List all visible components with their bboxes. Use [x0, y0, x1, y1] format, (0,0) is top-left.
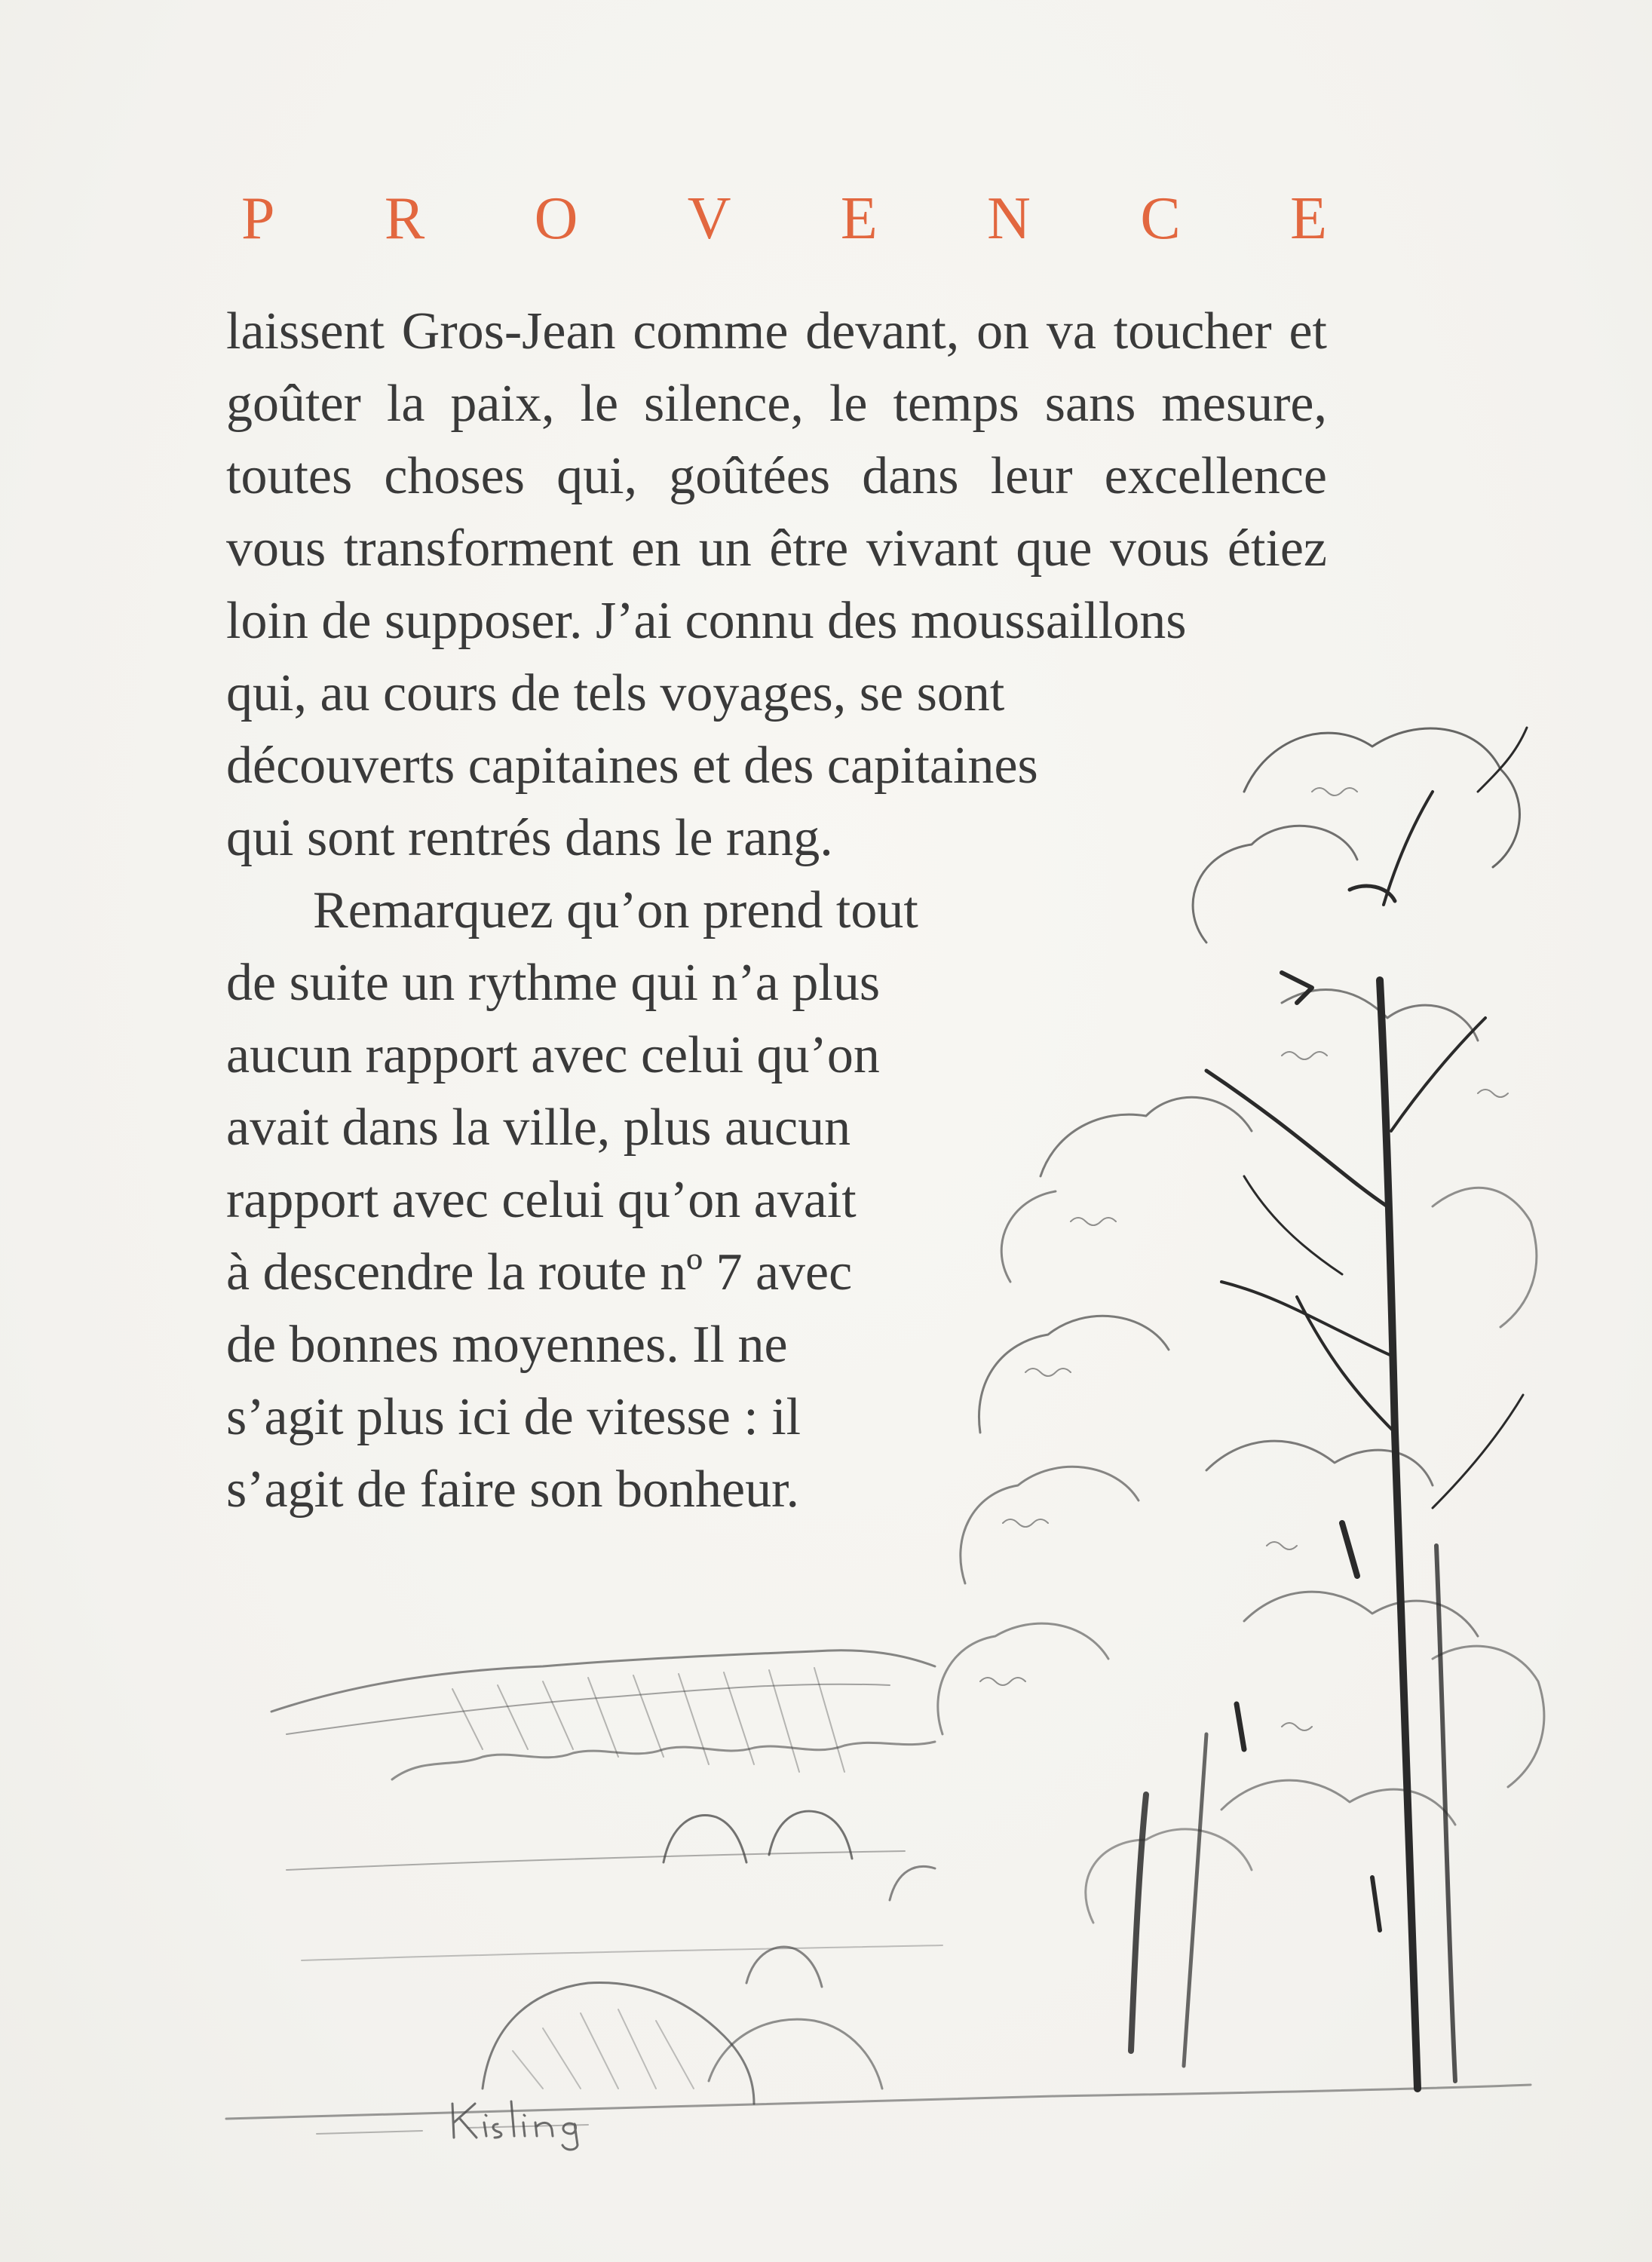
- ground-line: [226, 2085, 1531, 2119]
- text-line: rapport avec celui qu’on avait: [226, 1171, 857, 1229]
- paragraph-1: [226, 296, 1357, 875]
- running-head-letter: V: [687, 185, 731, 252]
- tree-foliage: [1221, 1780, 1455, 1825]
- body-text: [226, 296, 1357, 1526]
- tree-shadow: [1342, 1523, 1357, 1576]
- foreground-bush: [483, 1983, 754, 2104]
- tree-trunk: [1131, 1795, 1146, 2051]
- foreground-bush: [709, 2019, 882, 2089]
- field-line: [302, 1945, 942, 1960]
- running-head-letter: E: [840, 185, 878, 252]
- text-line: avait dans la ville, plus aucun: [226, 1099, 851, 1157]
- text-line: laissent Gros-Jean comme devant, on va toucher et: [226, 302, 1327, 360]
- text-line: Remarquez qu’on prend tout: [313, 881, 918, 939]
- running-head-letter: N: [987, 185, 1031, 252]
- text-line: qui, au cours de tels voyages, se sont: [226, 664, 1005, 722]
- distant-hill: [271, 1651, 935, 1712]
- text-line: loin de supposer. J’ai connu des moussaillons: [226, 592, 1187, 650]
- text-line: toutes choses qui, goûtées dans leur excellence: [226, 447, 1327, 505]
- running-head-letter: E: [1290, 185, 1327, 252]
- text-line: de suite un rythme qui n’a plus: [226, 954, 881, 1012]
- text-line: découverts capitaines et des capitaines: [226, 737, 1038, 795]
- tree-branch: [1384, 792, 1433, 905]
- text-line: vous transforment en un être vivant que vous étiez: [226, 520, 1327, 578]
- running-head-letter: O: [534, 185, 578, 252]
- running-head-letter: C: [1140, 185, 1181, 252]
- tree-trunk: [1380, 980, 1418, 2089]
- tree-foliage: [1244, 1592, 1478, 1636]
- text-line: s’agit de faire son bonheur.: [226, 1460, 800, 1519]
- running-head-letter: P: [241, 185, 275, 252]
- tree-trunk: [1184, 1734, 1206, 2066]
- text-line: de bonnes moyennes. Il ne: [226, 1316, 788, 1374]
- paragraph-2: [226, 875, 1357, 1526]
- tree-foliage: [1433, 1646, 1544, 1787]
- text-line: à descendre la route nº 7 avec: [226, 1243, 853, 1301]
- tree-branch: [1433, 1395, 1523, 1508]
- haystack: [890, 1866, 935, 1900]
- field-line: [287, 1851, 905, 1870]
- text-line: qui sont rentrés dans le rang.: [226, 809, 833, 867]
- tree-shadow: [1237, 1704, 1244, 1749]
- haystack: [746, 1947, 822, 1987]
- tree-foliage: [1086, 1829, 1252, 1923]
- hill-hatching: [452, 1668, 844, 1772]
- text-line: aucun rapport avec celui qu’on: [226, 1026, 880, 1084]
- tree-branch: [1391, 1018, 1485, 1131]
- bush-hatching: [513, 2009, 694, 2089]
- text-line: s’agit plus ici de vitesse : il: [226, 1388, 801, 1446]
- tree-foliage: [1433, 1188, 1537, 1327]
- running-head-letter: R: [384, 185, 425, 252]
- tree-shadow: [1372, 1877, 1380, 1930]
- distant-hill: [287, 1684, 890, 1734]
- artist-signature: [445, 2092, 596, 2153]
- tree-line: [392, 1742, 935, 1779]
- text-line: goûter la paix, le silence, le temps sans mesure,: [226, 375, 1327, 433]
- tree-branch: [1478, 728, 1527, 792]
- running-head: [241, 185, 1327, 252]
